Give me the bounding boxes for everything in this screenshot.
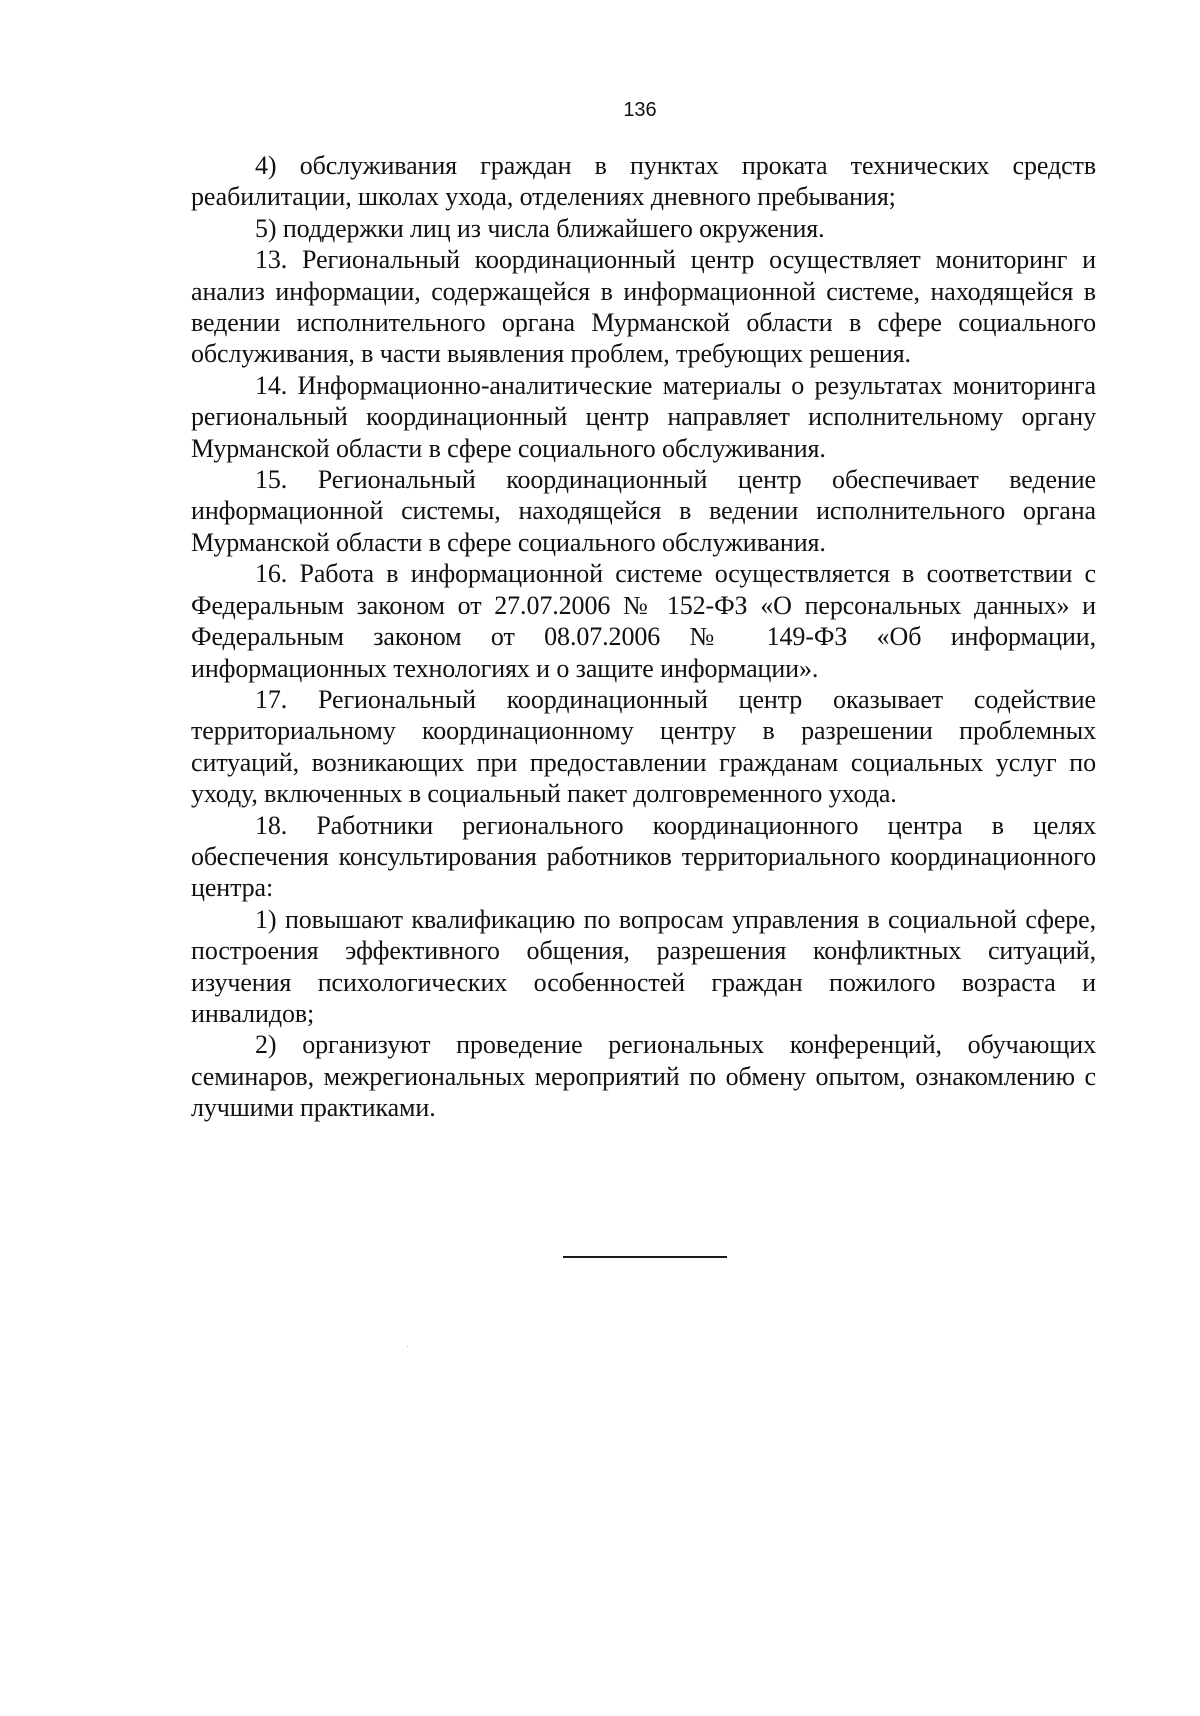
clause-15-information-system: 15. Региональный координационный центр обеспечивает ведение информационной системы, находящейся в ведении исполнительного органа Мурманской области в сфере социального обслуживания. xyxy=(191,465,1096,557)
end-of-text-rule xyxy=(563,1256,727,1258)
clause-18-staff-consulting: 18. Работники регионального координационного центра в целях обеспечения консультирования работников территориального координационного центра: xyxy=(191,810,1096,903)
clause-17-problem-resolution: 17. Региональный координационный центр оказывает содействие территориальному координационному центру в разрешении проблемных ситуаций, возникающих при предоставлении гражданам социальных услуг по уходу, включенных в социальный пакет долговременного ухода. xyxy=(191,684,1096,809)
list-item-1-qualification: 1) повышают квалификацию по вопросам управления в социальной сфере, построения эффективного общения, разрешения конфликтных ситуаций, изучения психологических особенностей граждан пожилого возраста и инвалидов; xyxy=(191,904,1096,1028)
clause-14-analytical-materials: 14. Информационно-аналитические материалы о результатах мониторинга региональный координационный центр направляет исполнительному органу Мурманской области в сфере социального обслуживания. xyxy=(191,370,1096,463)
document-body xyxy=(191,150,1096,1124)
list-item-2-conferences: 2) организуют проведение региональных конференций, обучающих семинаров, межрегиональных мероприятий по обмену опытом, ознакомлению с лучшими практиками. xyxy=(191,1030,1096,1123)
clause-13-monitoring: 13. Региональный координационный центр осуществляет мониторинг и анализ информации, содержащейся в информационной системе, находящейся в ведении исполнительного органа Мурманской области в сфере социального обслуживания, в части выявления проблем, требующих решения. xyxy=(191,245,1096,369)
list-item-5-close-circle-support: 5) поддержки лиц из числа ближайшего окружения. xyxy=(255,213,825,243)
clause-16-federal-laws: 16. Работа в информационной системе осуществляется в соответствии с Федеральным законом от 27.07.2006 № 152-ФЗ «О персональных данных» и Федеральным законом от 08.07.2006 № 149-ФЗ «Об информации, информационных технологиях и о защите информации». xyxy=(191,559,1096,683)
page-number: 136 xyxy=(623,99,657,121)
scan-speck xyxy=(407,1346,408,1347)
list-item-4-service-points: 4) обслуживания граждан в пунктах проката технических средств реабилитации, школах ухода, отделениях дневного пребывания; xyxy=(191,151,1096,212)
